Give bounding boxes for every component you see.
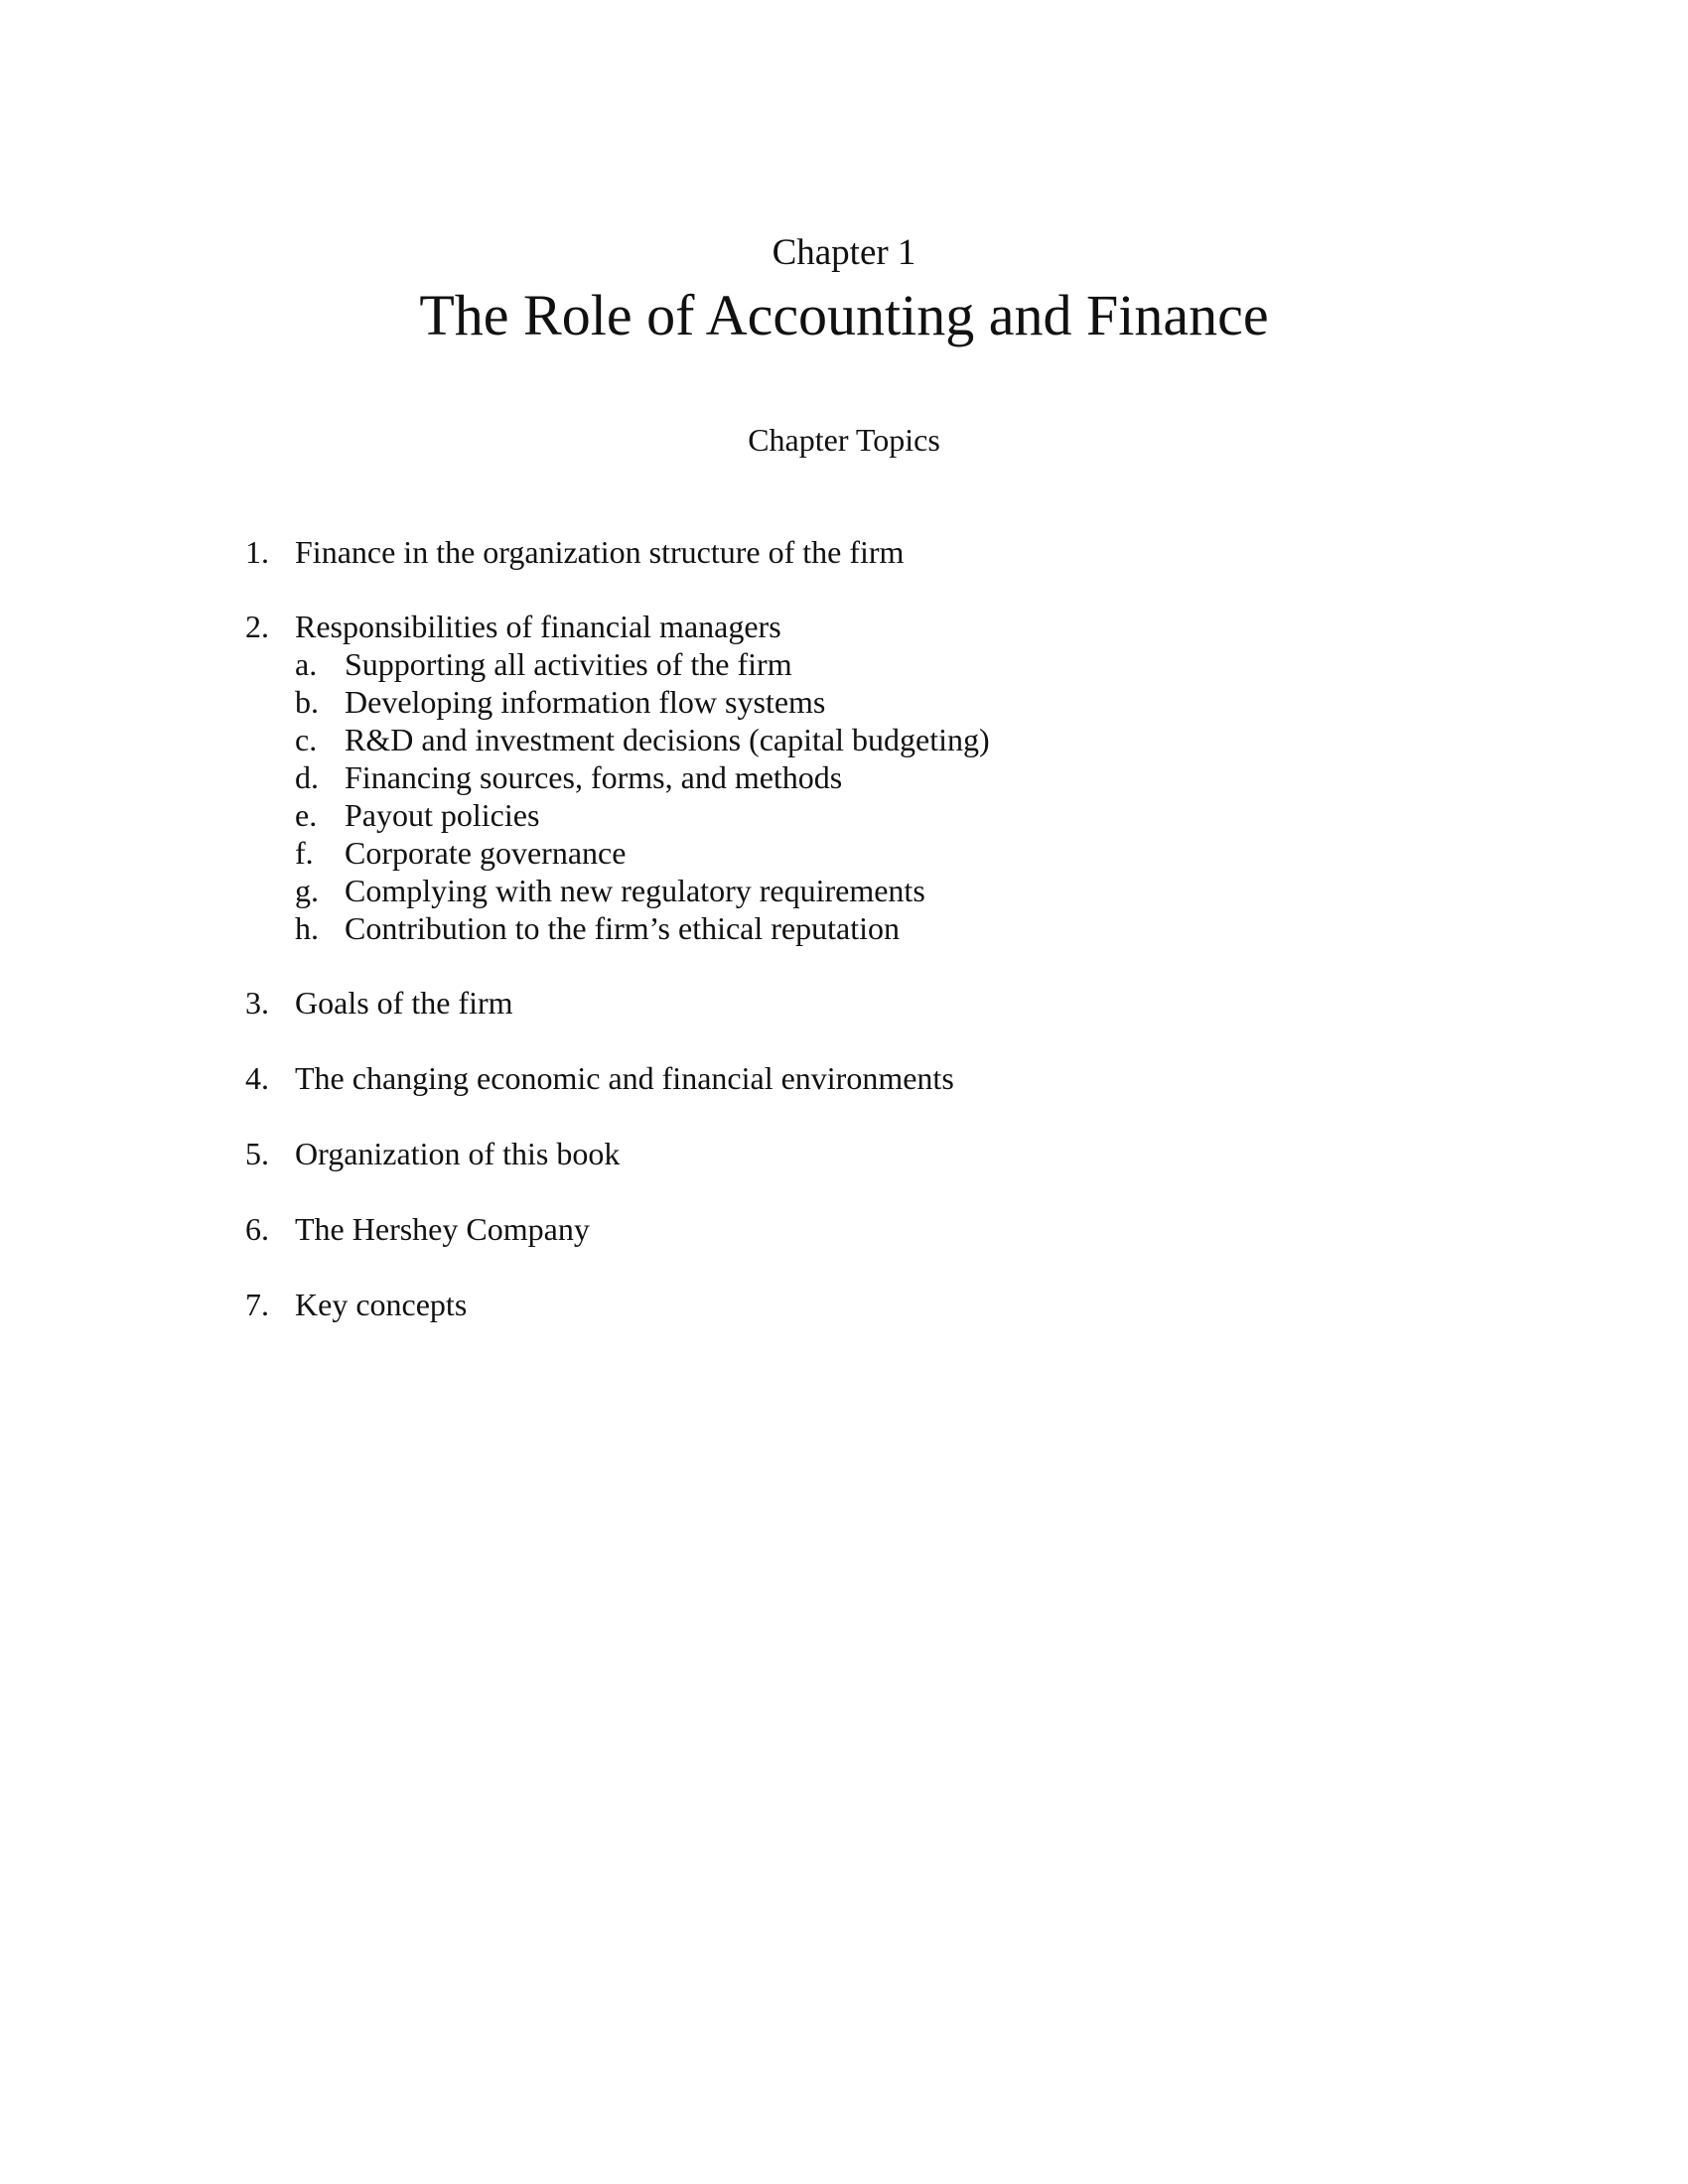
subtopic-letter: d. [295,759,319,795]
topic-text: Responsibilities of financial managers [295,609,781,644]
topic-text: The changing economic and financial environments [295,1060,954,1096]
topic-number: 7. [245,1287,269,1322]
subtopic-text: Contribution to the firm’s ethical reputation [345,910,900,946]
chapter-number: Chapter 1 [772,232,916,273]
topic-number: 6. [245,1211,269,1247]
topic-text: Key concepts [295,1287,468,1322]
topic-number: 2. [245,609,269,644]
subtopic-letter: c. [295,722,318,757]
topic-number: 4. [245,1060,269,1096]
subtopic-letter: g. [295,873,319,908]
topic-text: The Hershey Company [295,1211,590,1247]
topic-text: Finance in the organization structure of the firm [295,534,905,570]
topic-text: Goals of the firm [295,985,513,1021]
topic-number: 1. [245,534,269,570]
topics-heading: Chapter Topics [748,422,940,458]
subtopic-text: R&D and investment decisions (capital budgeting) [345,722,990,757]
subtopic-text: Supporting all activities of the firm [345,646,792,682]
subtopic-letter: f. [295,835,314,871]
subtopic-text: Payout policies [345,797,540,833]
subtopic-text: Financing sources, forms, and methods [345,759,843,795]
chapter-title: The Role of Accounting and Finance [419,283,1269,347]
topic-number: 3. [245,985,269,1021]
subtopic-text: Developing information flow systems [345,684,826,720]
subtopic-letter: e. [295,797,318,833]
subtopic-letter: b. [295,684,319,720]
subtopic-letter: h. [295,910,319,946]
topic-text: Organization of this book [295,1136,621,1171]
subtopic-text: Corporate governance [345,835,627,871]
subtopic-text: Complying with new regulatory requirements [345,873,925,908]
topic-number: 5. [245,1136,269,1171]
subtopic-letter: a. [295,646,318,682]
